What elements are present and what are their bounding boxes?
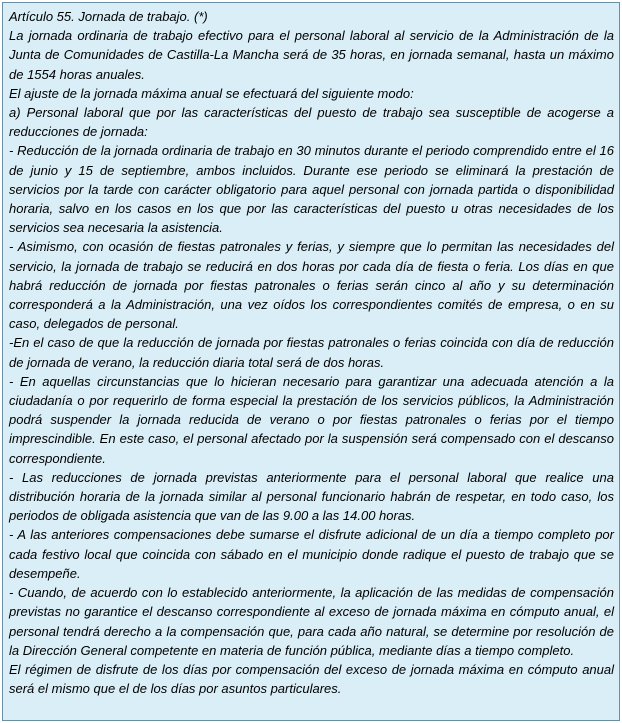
article-paragraph: - Asimismo, con ocasión de fiestas patronales y ferias, y siempre que lo permitan las necesidades del servicio, la jornada de trabajo se reducirá en dos horas por cada día de fiesta o feria. Los días en que habrá reducción de jornada por fiestas patronales o ferias serán cinco al año y su determinación corresponderá a la Administración, una vez oídos los correspondientes comités de empresa, o en su caso, delegados de personal. xyxy=(9,239,614,332)
article-paragraph: El ajuste de la jornada máxima anual se efectuará del siguiente modo: xyxy=(9,85,414,101)
article-paragraph: El régimen de disfrute de los días por compensación del exceso de jornada máxima en cómputo anual será el mismo que el de los días por asuntos particulares. xyxy=(9,661,614,697)
article-box xyxy=(2,2,620,721)
article-paragraph: - Cuando, de acuerdo con lo establecido anteriormente, la aplicación de las medidas de compensación previstas no garantice el descanso correspondiente al exceso de jornada máxima en cómputo anual, el personal tendrá derecho a la compensación que, para cada año natural, se determine por resolución de la Dirección General competente en materia de función pública, mediante días a tiempo completo. xyxy=(9,585,614,658)
article-paragraph: a) Personal laboral que por las características del puesto de trabajo sea susceptible de acogerse a reducciones de jornada: xyxy=(9,105,614,140)
article-paragraph: La jornada ordinaria de trabajo efectivo para el personal laboral al servicio de la Administración de la Junta de Comunidades de Castilla-La Mancha será de 35 horas, en jornada semanal, hasta un máximo de 1554 horas anuales. xyxy=(9,28,614,82)
article-paragraph: -En el caso de que la reducción de jornada por fiestas patronales o ferias coincida con día de reducción de jornada de verano, la reducción diaria total será de dos horas. xyxy=(9,335,614,370)
article-paragraph: - Las reducciones de jornada previstas anteriormente para el personal laboral que realice una distribución horaria de la jornada similar al personal funcionario habrán de respetar, en todo caso, los periodos de obligada asistencia que van de las 9.00 a las 14.00 horas. xyxy=(9,469,614,524)
article-title: Artículo 55. Jornada de trabajo. (*) xyxy=(9,9,208,24)
article-paragraph: - En aquellas circunstancias que lo hicieran necesario para garantizar una adecuada atención a la ciudadanía o por requerirlo de forma especial la prestación de los servicios públicos, la Administración podrá suspender la jornada reducida de verano o por fiestas patronales o ferias por el tiempo imprescindible. En este caso, el personal afectado por la suspensión será compensado con el descanso correspondiente. xyxy=(9,373,614,466)
article-paragraph: - Reducción de la jornada ordinaria de trabajo en 30 minutos durante el periodo comprendido entre el 16 de junio y 15 de septiembre, ambos incluidos. Durante ese periodo se eliminará la prestación de servicios por la tarde con carácter obligatorio para aquel personal con jornada partida o disponibilidad horaria, salvo en los casos en los que por las características del puesto u otras necesidades de los servicios sea necesaria la asistencia. xyxy=(9,143,614,236)
article-paragraph: - A las anteriores compensaciones debe sumarse el disfrute adicional de un día a tiempo completo por cada festivo local que coincida con sábado en el municipio donde radique el puesto de trabajo que se desempeñe. xyxy=(9,527,614,581)
